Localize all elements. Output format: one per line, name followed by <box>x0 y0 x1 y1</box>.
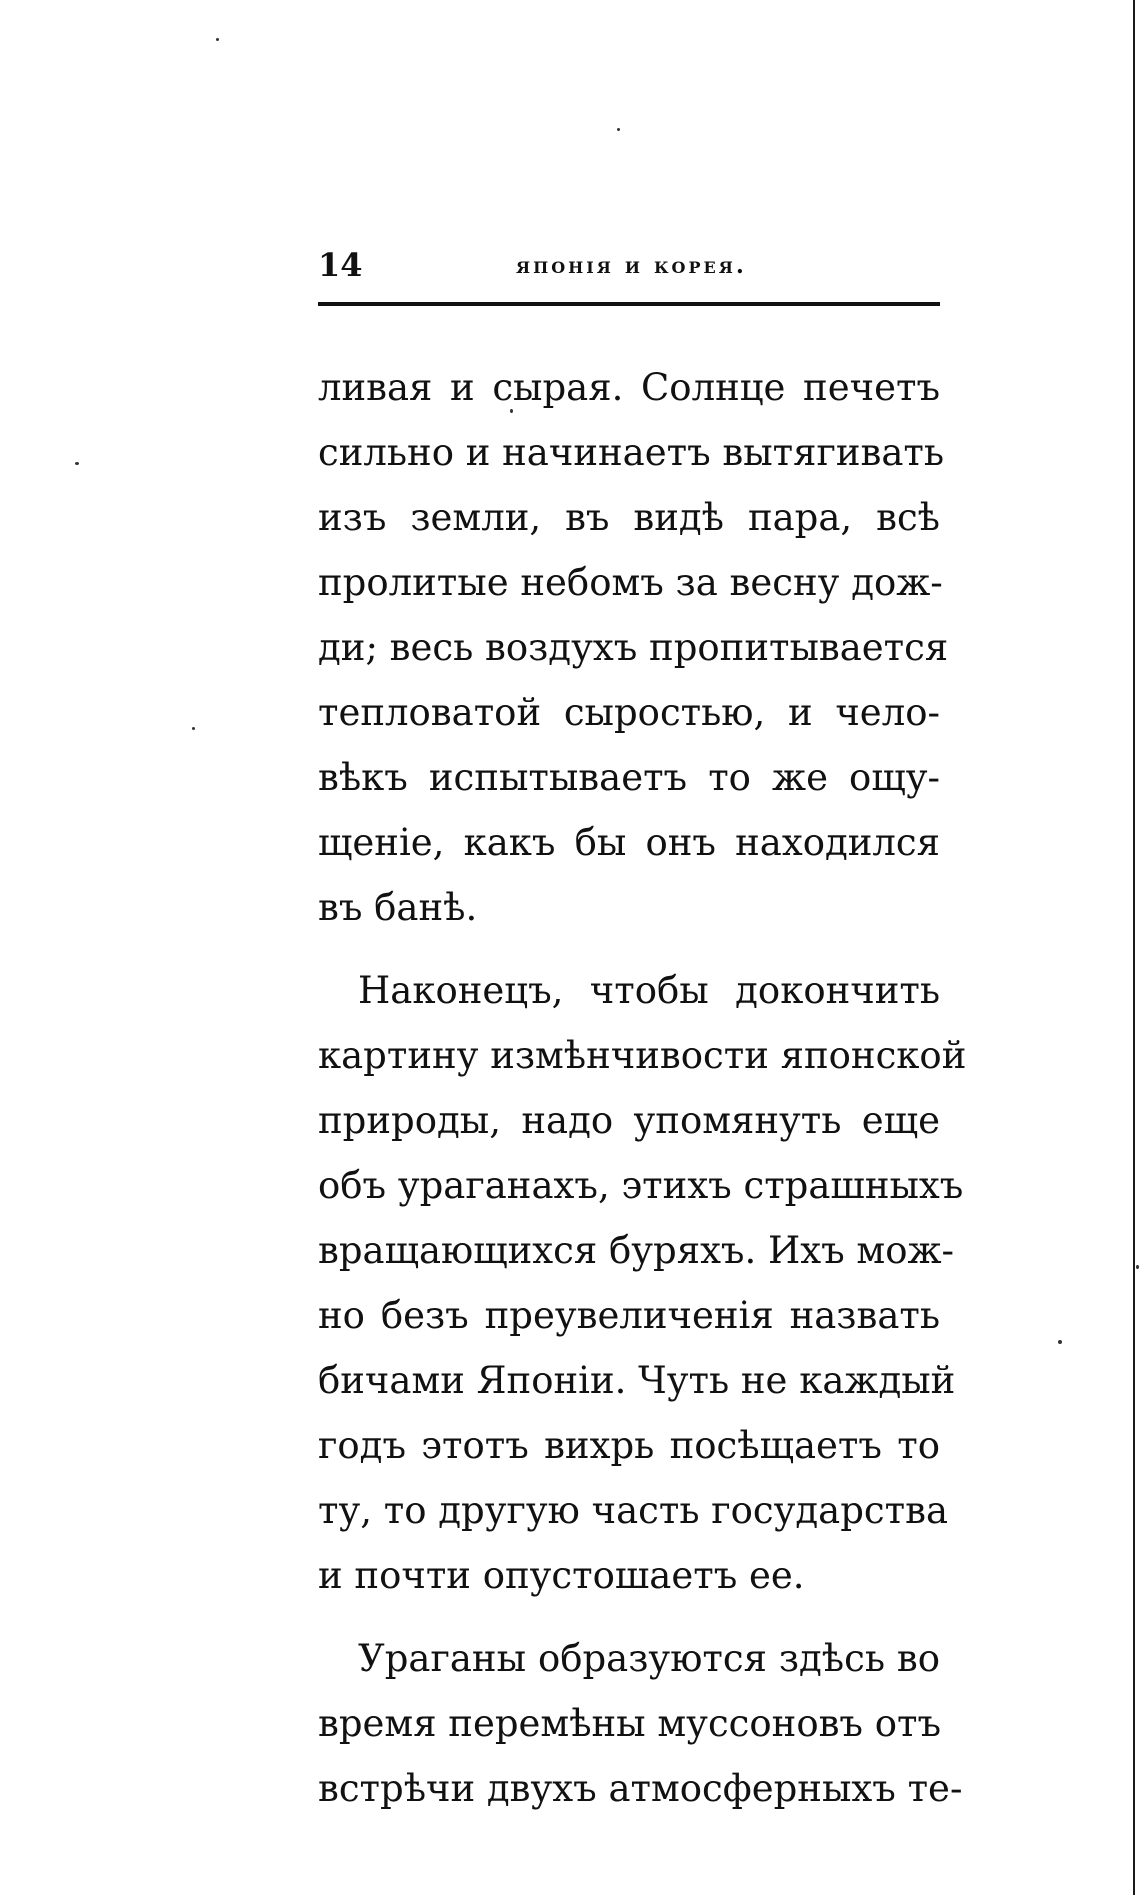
text-line: ливая и сырая. Солнце печетъ <box>318 366 940 409</box>
text-line: годъ этотъ вихрь посѣщаетъ то <box>318 1424 940 1467</box>
page-header <box>318 240 950 290</box>
page-number: 14 <box>318 246 363 284</box>
paragraph-1 <box>318 355 949 940</box>
text-line: объ ураганахъ, этихъ страшныхъ <box>318 1164 964 1207</box>
text-line: тепловатой сыростью, и чело- <box>318 691 940 734</box>
text-line: природы, надо упомянуть еще <box>318 1099 940 1142</box>
text-line: щеніе, какъ бы онъ находился <box>318 821 940 864</box>
text-line: встрѣчи двухъ атмосферныхъ те- <box>318 1767 963 1810</box>
scan-speck <box>1136 1265 1139 1269</box>
text-line: время перемѣны муссоновъ отъ <box>318 1702 942 1745</box>
paragraph-2 <box>318 958 967 1608</box>
scan-speck <box>192 727 195 730</box>
page-edge-line <box>1133 0 1135 1895</box>
scan-speck <box>75 462 79 465</box>
scan-speck <box>216 38 219 41</box>
text-line: вращающихся буряхъ. Ихъ мож- <box>318 1229 955 1272</box>
text-line: изъ земли, въ видѣ пара, всѣ <box>318 496 940 539</box>
paragraph-3 <box>318 1626 963 1821</box>
text-line: Ураганы образуются здѣсь во <box>358 1637 940 1680</box>
text-line: ди; весь воздухъ пропитывается <box>318 626 949 669</box>
header-rule <box>318 302 940 306</box>
text-line: картину измѣнчивости японской <box>318 1034 967 1077</box>
running-head: японія и корея. <box>516 252 747 279</box>
text-line: сильно и начинаетъ вытягивать <box>318 431 945 474</box>
text-line: Наконецъ, чтобы докончить <box>358 969 940 1012</box>
scan-speck <box>617 128 620 131</box>
text-line: ту, то другую часть государства <box>318 1489 949 1532</box>
text-line: и почти опустошаетъ ее. <box>318 1554 805 1597</box>
text-line: въ банѣ. <box>318 886 478 929</box>
text-line: пролитые небомъ за весну дож- <box>318 561 943 604</box>
text-line: бичами Японіи. Чуть не каждый <box>318 1359 956 1402</box>
text-line: вѣкъ испытываетъ то же ощу- <box>318 756 940 799</box>
text-line: но безъ преувеличенія назвать <box>318 1294 940 1337</box>
body-text <box>318 355 967 1839</box>
scan-speck <box>1058 1340 1062 1344</box>
